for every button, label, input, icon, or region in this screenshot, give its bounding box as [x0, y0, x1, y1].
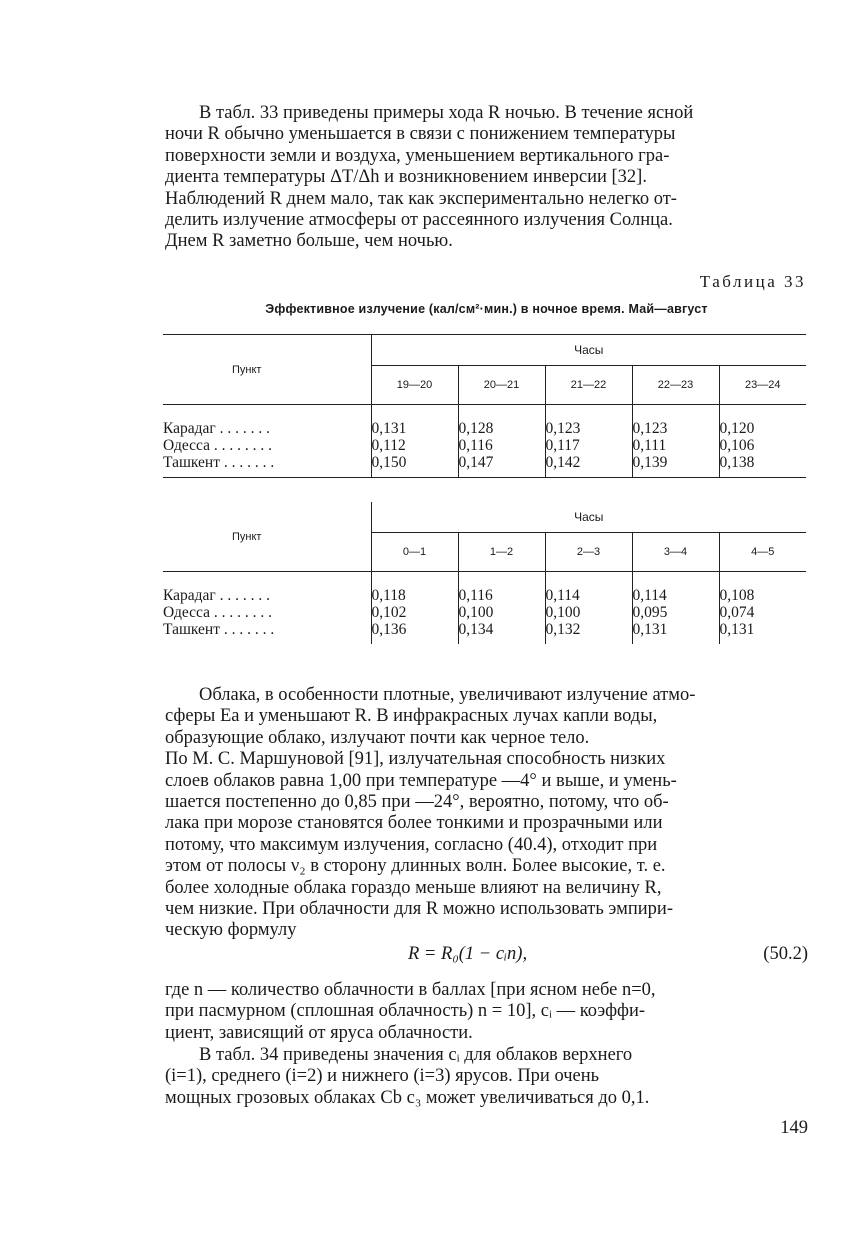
table-cell: 0,120: [719, 420, 755, 437]
text-line: этом от полосы ν₂ в сторону длинных волн. Более высокие, т. е.: [165, 856, 666, 877]
hour-header: 2—3: [545, 533, 632, 572]
table-cell: 0,134: [458, 621, 545, 644]
station-name: Карадаг . . . . . . .: [163, 405, 371, 438]
text-line: чем низкие. При облачности для R можно использовать эмпири-: [165, 899, 673, 920]
table-cell: 0,131: [632, 621, 719, 644]
table-cell: 0,150: [371, 454, 458, 478]
text-line: (i=1), среднего (i=2) и нижнего (i=3) ярусов. При очень: [165, 1066, 600, 1087]
table-row: [163, 454, 806, 478]
table-cell: 0,100: [458, 604, 545, 621]
text-line: диента температуры ΔT/Δh и возникновением инверсии [32].: [165, 167, 647, 188]
table-cell: 0,112: [371, 437, 458, 454]
equation-expression: R = R₀(1 − cᵢn),: [408, 944, 528, 964]
table-cell: 0,114: [632, 572, 719, 605]
table-cell: 0,118: [371, 572, 458, 605]
table-cell: 0,131: [719, 621, 755, 638]
table-row: [163, 604, 806, 621]
station-name: Ташкент . . . . . . .: [163, 454, 371, 478]
table-cell: 0,131: [371, 405, 458, 438]
paragraph-intro: [165, 103, 808, 253]
text-line: лака при морозе становятся более тонкими и прозрачными или: [165, 813, 663, 834]
table-cell: 0,100: [545, 604, 632, 621]
text-line: более холодные облака гораздо меньше влияют на величину R,: [165, 877, 662, 898]
table-cell: 0,128: [458, 405, 545, 438]
table-cell: 0,123: [632, 405, 719, 438]
table-cell: 0,106: [719, 437, 755, 454]
equation: [165, 944, 808, 968]
hour-header: 21—22: [545, 366, 632, 405]
table-cell: 0,111: [632, 437, 719, 454]
table-row: [163, 437, 806, 454]
table-cell: 0,147: [458, 454, 545, 478]
text-line: делить излучение атмосферы от рассеянного излучения Солнца.: [165, 210, 673, 231]
station-name: Карадаг . . . . . . .: [163, 572, 371, 605]
text-line: Облака, в особенности плотные, увеличивают излучение атмо-: [199, 685, 696, 705]
table-cell: 0,074: [719, 604, 755, 621]
text-line: мощных грозовых облаках Cb c₃ может увеличиваться до 0,1.: [165, 1087, 650, 1108]
station-name: Ташкент . . . . . . .: [163, 621, 371, 644]
paragraph-definitions: [165, 980, 808, 1044]
hours-column-header: Часы: [371, 502, 806, 533]
table-cell: 0,132: [545, 621, 632, 644]
text-line: шается постепенно до 0,85 при —24°, вероятно, потому, что об-: [165, 792, 669, 813]
table-cell: 0,102: [371, 604, 458, 621]
hour-header: 23—24: [719, 366, 806, 405]
station-column-header: Пункт: [163, 335, 371, 405]
text-line: В табл. 33 приведены примеры хода R ночью. В течение ясной: [199, 103, 694, 123]
station-name: Одесса . . . . . . . .: [163, 437, 371, 454]
page-number: 149: [780, 1118, 808, 1138]
text-line: сферы Eа и уменьшают R. В инфракрасных лучах капли воды,: [165, 706, 658, 727]
table-cell: 0,114: [545, 572, 632, 605]
radiation-table-night: [163, 502, 806, 644]
table-label: Таблица 33: [699, 272, 806, 291]
text-line: ческую формулу: [165, 920, 297, 941]
table-cell: 0,139: [632, 454, 719, 478]
table-row: [163, 621, 806, 644]
text-line: Наблюдений R днем мало, так как экспериментально нелегко от-: [165, 188, 677, 209]
text-line: По М. С. Маршуновой [91], излучательная способность низких: [165, 749, 666, 770]
hour-header: 0—1: [371, 533, 458, 572]
text-line: слоев облаков равна 1,00 при температуре —4° и выше, и умень-: [165, 770, 677, 791]
station-name: Одесса . . . . . . . .: [163, 604, 371, 621]
hours-column-header: Часы: [371, 335, 806, 366]
radiation-table-evening: [163, 334, 806, 478]
station-column-header: Пункт: [163, 502, 371, 572]
table-row: [163, 405, 806, 438]
table-cell: 0,123: [545, 405, 632, 438]
text-line: при пасмурном (сплошная облачность) n = 10], cᵢ — коэффи-: [165, 1001, 646, 1022]
table-cell: 0,095: [632, 604, 719, 621]
table-row: [163, 572, 806, 605]
text-line: поверхности земли и воздуха, уменьшением вертикального гра-: [165, 145, 670, 166]
hour-header: 1—2: [458, 533, 545, 572]
table-cell: 0,116: [458, 572, 545, 605]
table-cell: 0,117: [545, 437, 632, 454]
table-cell: 0,136: [371, 621, 458, 644]
text-line: В табл. 34 приведены значения cᵢ для облаков верхнего: [199, 1045, 633, 1065]
hour-header: 22—23: [632, 366, 719, 405]
hour-header: 19—20: [371, 366, 458, 405]
table-caption: Эффективное излучение (кал/см²·мин.) в ночное время. Май—август: [265, 302, 708, 316]
text-line: ночи R обычно уменьшается в связи с понижением температуры: [165, 124, 676, 145]
text-line: потому, что максимум излучения, согласно (40.4), отходит при: [165, 834, 658, 855]
table-cell: 0,108: [719, 587, 755, 604]
hour-header: 3—4: [632, 533, 719, 572]
paragraph-clouds: [165, 685, 808, 942]
text-line: циент, зависящий от яруса облачности.: [165, 1022, 473, 1043]
paragraph-table34: [165, 1045, 808, 1109]
hour-header: 4—5: [719, 533, 806, 572]
hour-header: 20—21: [458, 366, 545, 405]
table-cell: 0,116: [458, 437, 545, 454]
text-line: где n — количество облачности в баллах [при ясном небе n=0,: [165, 980, 656, 1000]
text-line: Днем R заметно больше, чем ночью.: [165, 231, 453, 252]
table-cell: 0,138: [719, 454, 806, 478]
text-line: образующие облако, излучают почти как черное тело.: [165, 727, 590, 748]
table-cell: 0,142: [545, 454, 632, 478]
equation-number: (50.2): [763, 944, 808, 964]
